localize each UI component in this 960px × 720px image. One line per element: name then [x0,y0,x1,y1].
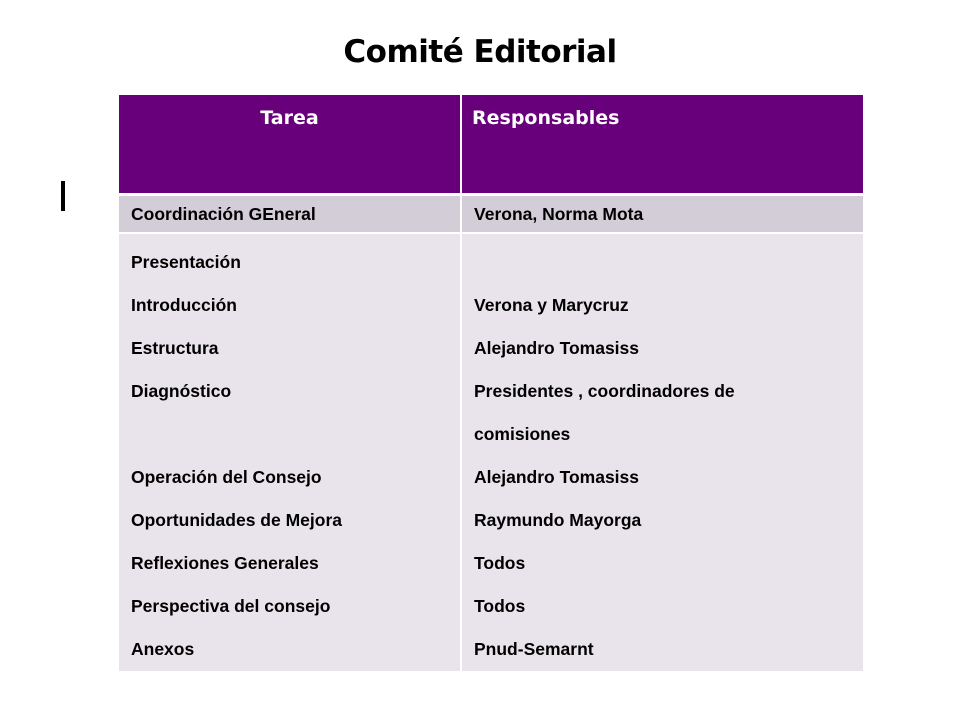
owner-item: Presidentes , coordinadores de [474,381,735,401]
owners-cell [461,233,863,671]
coordination-task-cell: Coordinación GEneral [119,195,461,234]
header-responsables: Responsables [461,95,863,195]
editorial-committee-table [119,95,863,671]
owner-item: Alejandro Tomasiss [474,467,640,487]
task-item: Oportunidades de Mejora [131,510,342,530]
task-item: Anexos [131,639,195,659]
coordination-owner-cell: Verona, Norma Mota [461,195,863,234]
task-item: Introducción [131,295,237,315]
owner-item: comisiones [474,424,571,444]
owner-item: Todos [474,553,526,573]
table-row [119,233,863,671]
header-task: Tarea [119,95,461,195]
owner-item: Pnud-Semarnt [474,639,594,659]
text-cursor-mark [61,181,65,211]
owner-item: Todos [474,596,526,616]
task-item: Diagnóstico [131,381,232,401]
table-header-row [119,95,863,195]
task-item: Estructura [131,338,219,358]
task-item: Operación del Consejo [131,467,322,487]
task-item: Presentación [131,252,241,272]
task-item: Perspectiva del consejo [131,596,331,616]
slide-title: Comité Editorial [343,34,617,70]
task-item: Reflexiones Generales [131,553,319,573]
table-row [119,195,863,234]
tasks-cell [119,233,461,671]
owner-item: Alejandro Tomasiss [474,338,640,358]
owner-item: Verona y Marycruz [474,295,629,315]
owner-item: Raymundo Mayorga [474,510,642,530]
